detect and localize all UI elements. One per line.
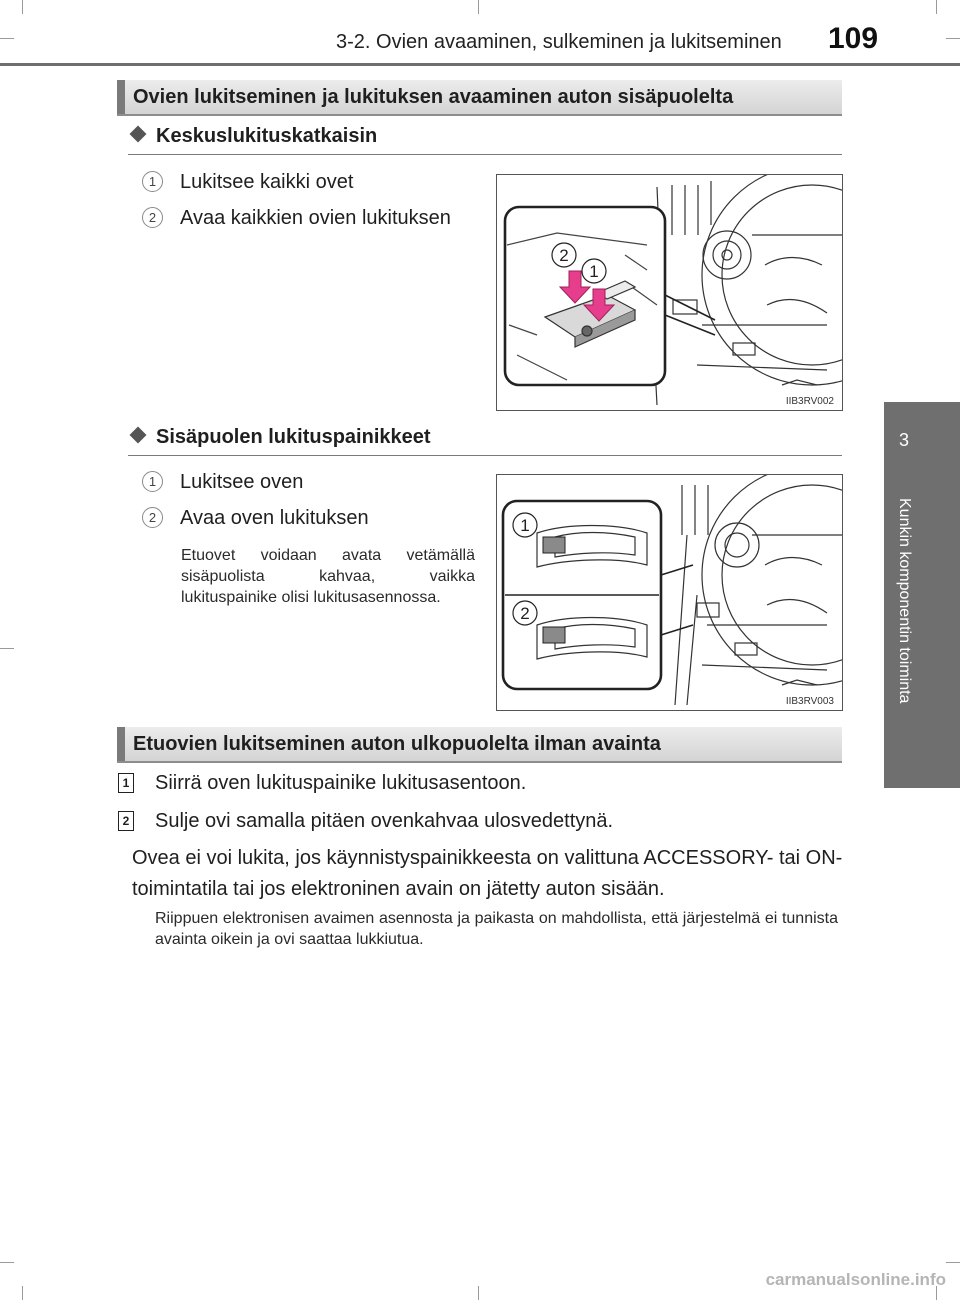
chapter-title: Kunkin komponentin toiminta xyxy=(896,498,913,704)
chapter-side-tab xyxy=(884,402,960,788)
item-text: Lukitsee kaikki ovet xyxy=(180,171,354,193)
list-item xyxy=(142,207,451,230)
item-text: Avaa oven lukituksen xyxy=(180,507,369,529)
inside-lock-illustration xyxy=(497,475,842,710)
subheading-text: Keskuslukituskatkaisin xyxy=(156,125,378,147)
central-lock-illustration xyxy=(497,175,842,410)
body-paragraph: Ovea ei voi lukita, jos käynnistyspainikkeesta on valittuna ACCESSORY- tai ON-toimintatila tai jos elektroninen avain on jätetty auton sisään. xyxy=(132,847,843,900)
section-header-title: 3-2. Ovien avaaminen, sulkeminen ja lukitseminen xyxy=(336,31,782,53)
crop-mark xyxy=(22,0,23,14)
subheading xyxy=(128,125,377,148)
step-item xyxy=(118,772,526,795)
crop-mark xyxy=(0,1262,14,1263)
figure-central-lock-switch xyxy=(496,174,843,411)
step-number: 1 xyxy=(118,773,134,793)
figure-code: IIB3RV003 xyxy=(785,696,834,707)
figure-callout: 1 xyxy=(520,516,530,535)
section-heading-bar xyxy=(117,727,842,763)
list-item xyxy=(142,171,353,194)
figure-inside-lock-buttons xyxy=(496,474,843,711)
note-text: Etuovet voidaan avata vetämällä sisäpuolista kahvaa, vaikka lukituspainike olisi lukitusasennossa. xyxy=(181,547,475,606)
crop-mark xyxy=(478,0,479,14)
page-number: 109 xyxy=(828,22,879,55)
step-item xyxy=(118,810,613,833)
item-text: Avaa kaikkien ovien lukituksen xyxy=(180,207,451,229)
section-heading: Ovien lukitseminen ja lukituksen avaaminen auton sisäpuolelta xyxy=(133,86,734,108)
section-heading: Etuovien lukitseminen auton ulkopuolelta ilman avainta xyxy=(133,733,661,755)
step-text: Siirrä oven lukituspainike lukitusasentoon. xyxy=(155,772,527,794)
item-text: Lukitsee oven xyxy=(180,471,304,493)
watermark: carmanualsonline.info xyxy=(765,1270,946,1289)
subheading-rule xyxy=(128,455,842,456)
note-text: Riippuen elektronisen avaimen asennosta ja paikasta on mahdollista, että järjestelmä ei tunnista avainta oikein ja ovi saattaa lukkiutua. xyxy=(155,910,838,948)
crop-mark xyxy=(478,1286,479,1300)
step-text: Sulje ovi samalla pitäen ovenkahvaa ulosvedettynä. xyxy=(155,810,614,832)
crop-mark xyxy=(0,648,14,649)
diamond-bullet-icon xyxy=(130,427,147,444)
figure-callout: 2 xyxy=(520,604,530,623)
header-rule xyxy=(0,63,960,66)
figure-callout: 1 xyxy=(589,262,599,281)
item-number: 2 xyxy=(142,207,163,228)
item-number: 1 xyxy=(142,171,163,192)
list-item xyxy=(142,507,369,530)
figure-callout: 2 xyxy=(559,246,569,265)
step-number: 2 xyxy=(118,811,134,831)
item-number: 2 xyxy=(142,507,163,528)
crop-mark xyxy=(936,0,937,14)
section-heading-bar xyxy=(117,80,842,116)
crop-mark xyxy=(946,38,960,39)
figure-code: IIB3RV002 xyxy=(785,396,834,407)
item-number: 1 xyxy=(142,471,163,492)
list-item xyxy=(142,471,303,494)
subheading-rule xyxy=(128,154,842,155)
crop-mark xyxy=(22,1286,23,1300)
diamond-bullet-icon xyxy=(130,126,147,143)
subheading xyxy=(128,426,431,449)
crop-mark xyxy=(946,1262,960,1263)
chapter-number: 3 xyxy=(898,430,909,450)
crop-mark xyxy=(0,38,14,39)
subheading-text: Sisäpuolen lukituspainikkeet xyxy=(156,426,431,448)
